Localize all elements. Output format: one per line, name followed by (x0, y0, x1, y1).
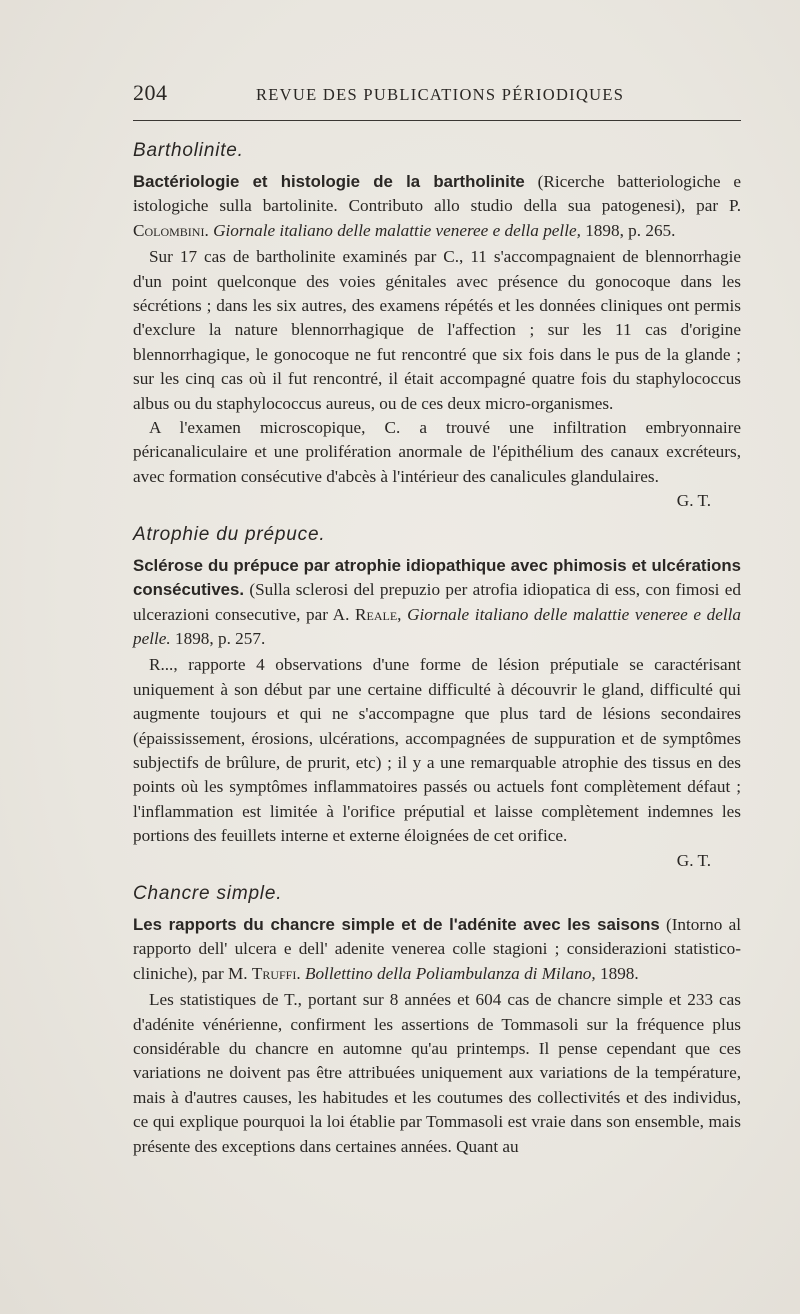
article-reference (133, 913, 741, 986)
signature-line (133, 489, 741, 513)
article-meta-sep: . (296, 963, 305, 983)
body-paragraph: Les statistiques de T., portant sur 8 années et 604 cas de chancre simple et 233 cas d'adénite vénérienne, confirment les assertions de Tommasoli sur la fréquence plus considérable du chancre en automne qu'au printemps. Il pense cependant que ces variations ne doivent pas être attribuées uniquement aux variations de la température, mais à d'autres causes, les habitudes et les coutumes des collectivités et des individus, ce qui explique pourquoi la loi établie par Tommasoli est vraie dans son ensemble, mais présente des exceptions dans certaines années. Quant au (133, 990, 741, 1156)
page-body (133, 130, 741, 1159)
section-title: Bartholinite. (133, 140, 244, 161)
paragraph-with-signature (133, 416, 741, 489)
section-chancre-simple (133, 881, 741, 1159)
body-paragraph: Sur 17 cas de bartholinite examinés par C., 11 s'accompagnaient de blennorrhagie d'un point quelconque des voies génitales avec présence du gonocoque dans les sécrétions ; dans les six autres, des examens répétés et les données cliniques ont permis d'exclure la nature blennorrhagique de l'affection ; sur les 11 cas d'origine blennorrhagique, le gonocoque ne fut rencontré que six fois dans le pus de la glande ; sur les cinq cas où il fut rencontré, il était accompagné quatre fois du staphylococcus albus ou du staphylococcus aureus, ou de ces deux micro-organismes. (133, 247, 741, 413)
signature-line (133, 849, 741, 873)
page-header (133, 80, 741, 114)
article-meta: (Ricerche batteriologiche e istologiche sulla bartolinite. Contributo allo studio della sua patogenesi), par P. (133, 172, 741, 216)
body-paragraph: R..., rapporte 4 observations d'une forme de lésion préputiale se caractérisant uniquement à son début par une certaine difficulté à découvrir le gland, difficulté qui augmente toujours et qui ne s'accompagne que plus tard de lésions secondaires (épaississement, érosions, ulcérations, accompagnées de suppuration et de symptômes subjectifs de brûlure, de prurit, etc) ; il y a une remarquable atrophie des tissus en des points où les symptômes inflammatoires passés ou actuels font complètement défaut ; l'inflammation est limitée à l'orifice préputial et laisse complètement indemnes les portions des feuillets interne et externe éloignées de cet orifice. (133, 655, 741, 846)
section-title: Atrophie du prépuce. (133, 523, 326, 545)
article-title: Bactériologie et histologie de la bartholinite (133, 172, 525, 191)
article-author: Truffi (251, 963, 297, 983)
article-author: Colombini (133, 220, 205, 240)
article-title: Sclérose du prépuce par atrophie idiopathique avec phimosis et ulcérations consécutives. (133, 555, 741, 600)
journal-name: Giornale italiano delle malattie veneree e della pelle, (213, 220, 581, 240)
page-number: 204 (133, 80, 168, 105)
author-signature: G. T. (676, 491, 711, 511)
body-paragraph: A l'examen microscopique, C. a trouvé une infiltration embryonnaire péricanaliculaire et une prolifération anormale de l'épithélium des canaux excréteurs, avec formation consécutive d'abcès à l'intérieur des canalicules glandulaires. (133, 418, 741, 486)
article-author: Reale (355, 604, 398, 624)
section-bartholinite (133, 138, 741, 514)
article-title: Les rapports du chancre simple et de l'adénite avec les saisons (133, 914, 660, 934)
article-meta-sep: , (397, 604, 408, 624)
article-pages: 1898, p. 257. (170, 628, 266, 648)
article-meta-sep: . (204, 220, 214, 240)
journal-name: Giornale italiano delle malattie veneree e della pelle. (133, 604, 741, 648)
article-pages: 1898, p. 265. (580, 220, 676, 240)
article-meta: (Intorno al rapporto dell' ulcera e dell' adenite venerea colle stagioni ; considerazioni statistico-cliniche), par M. (133, 914, 742, 983)
article-pages: 1898. (595, 963, 639, 983)
author-signature: G. T. (676, 850, 711, 870)
section-title: Chancre simple. (133, 882, 283, 904)
article-reference (133, 554, 741, 652)
article-reference (133, 170, 741, 243)
section-atrophie-prepuce (133, 522, 741, 873)
article-meta: (Sulla sclerosi del prepuzio per atrofia idiopatica di ess, con fimosi ed ulcerazioni consecutive, par A. (133, 580, 741, 624)
running-head: REVUE DES PUBLICATIONS PÉRIODIQUES (256, 85, 625, 104)
journal-name: Bollettino della Poliambulanza di Milano, (304, 963, 596, 983)
header-rule (133, 120, 741, 121)
